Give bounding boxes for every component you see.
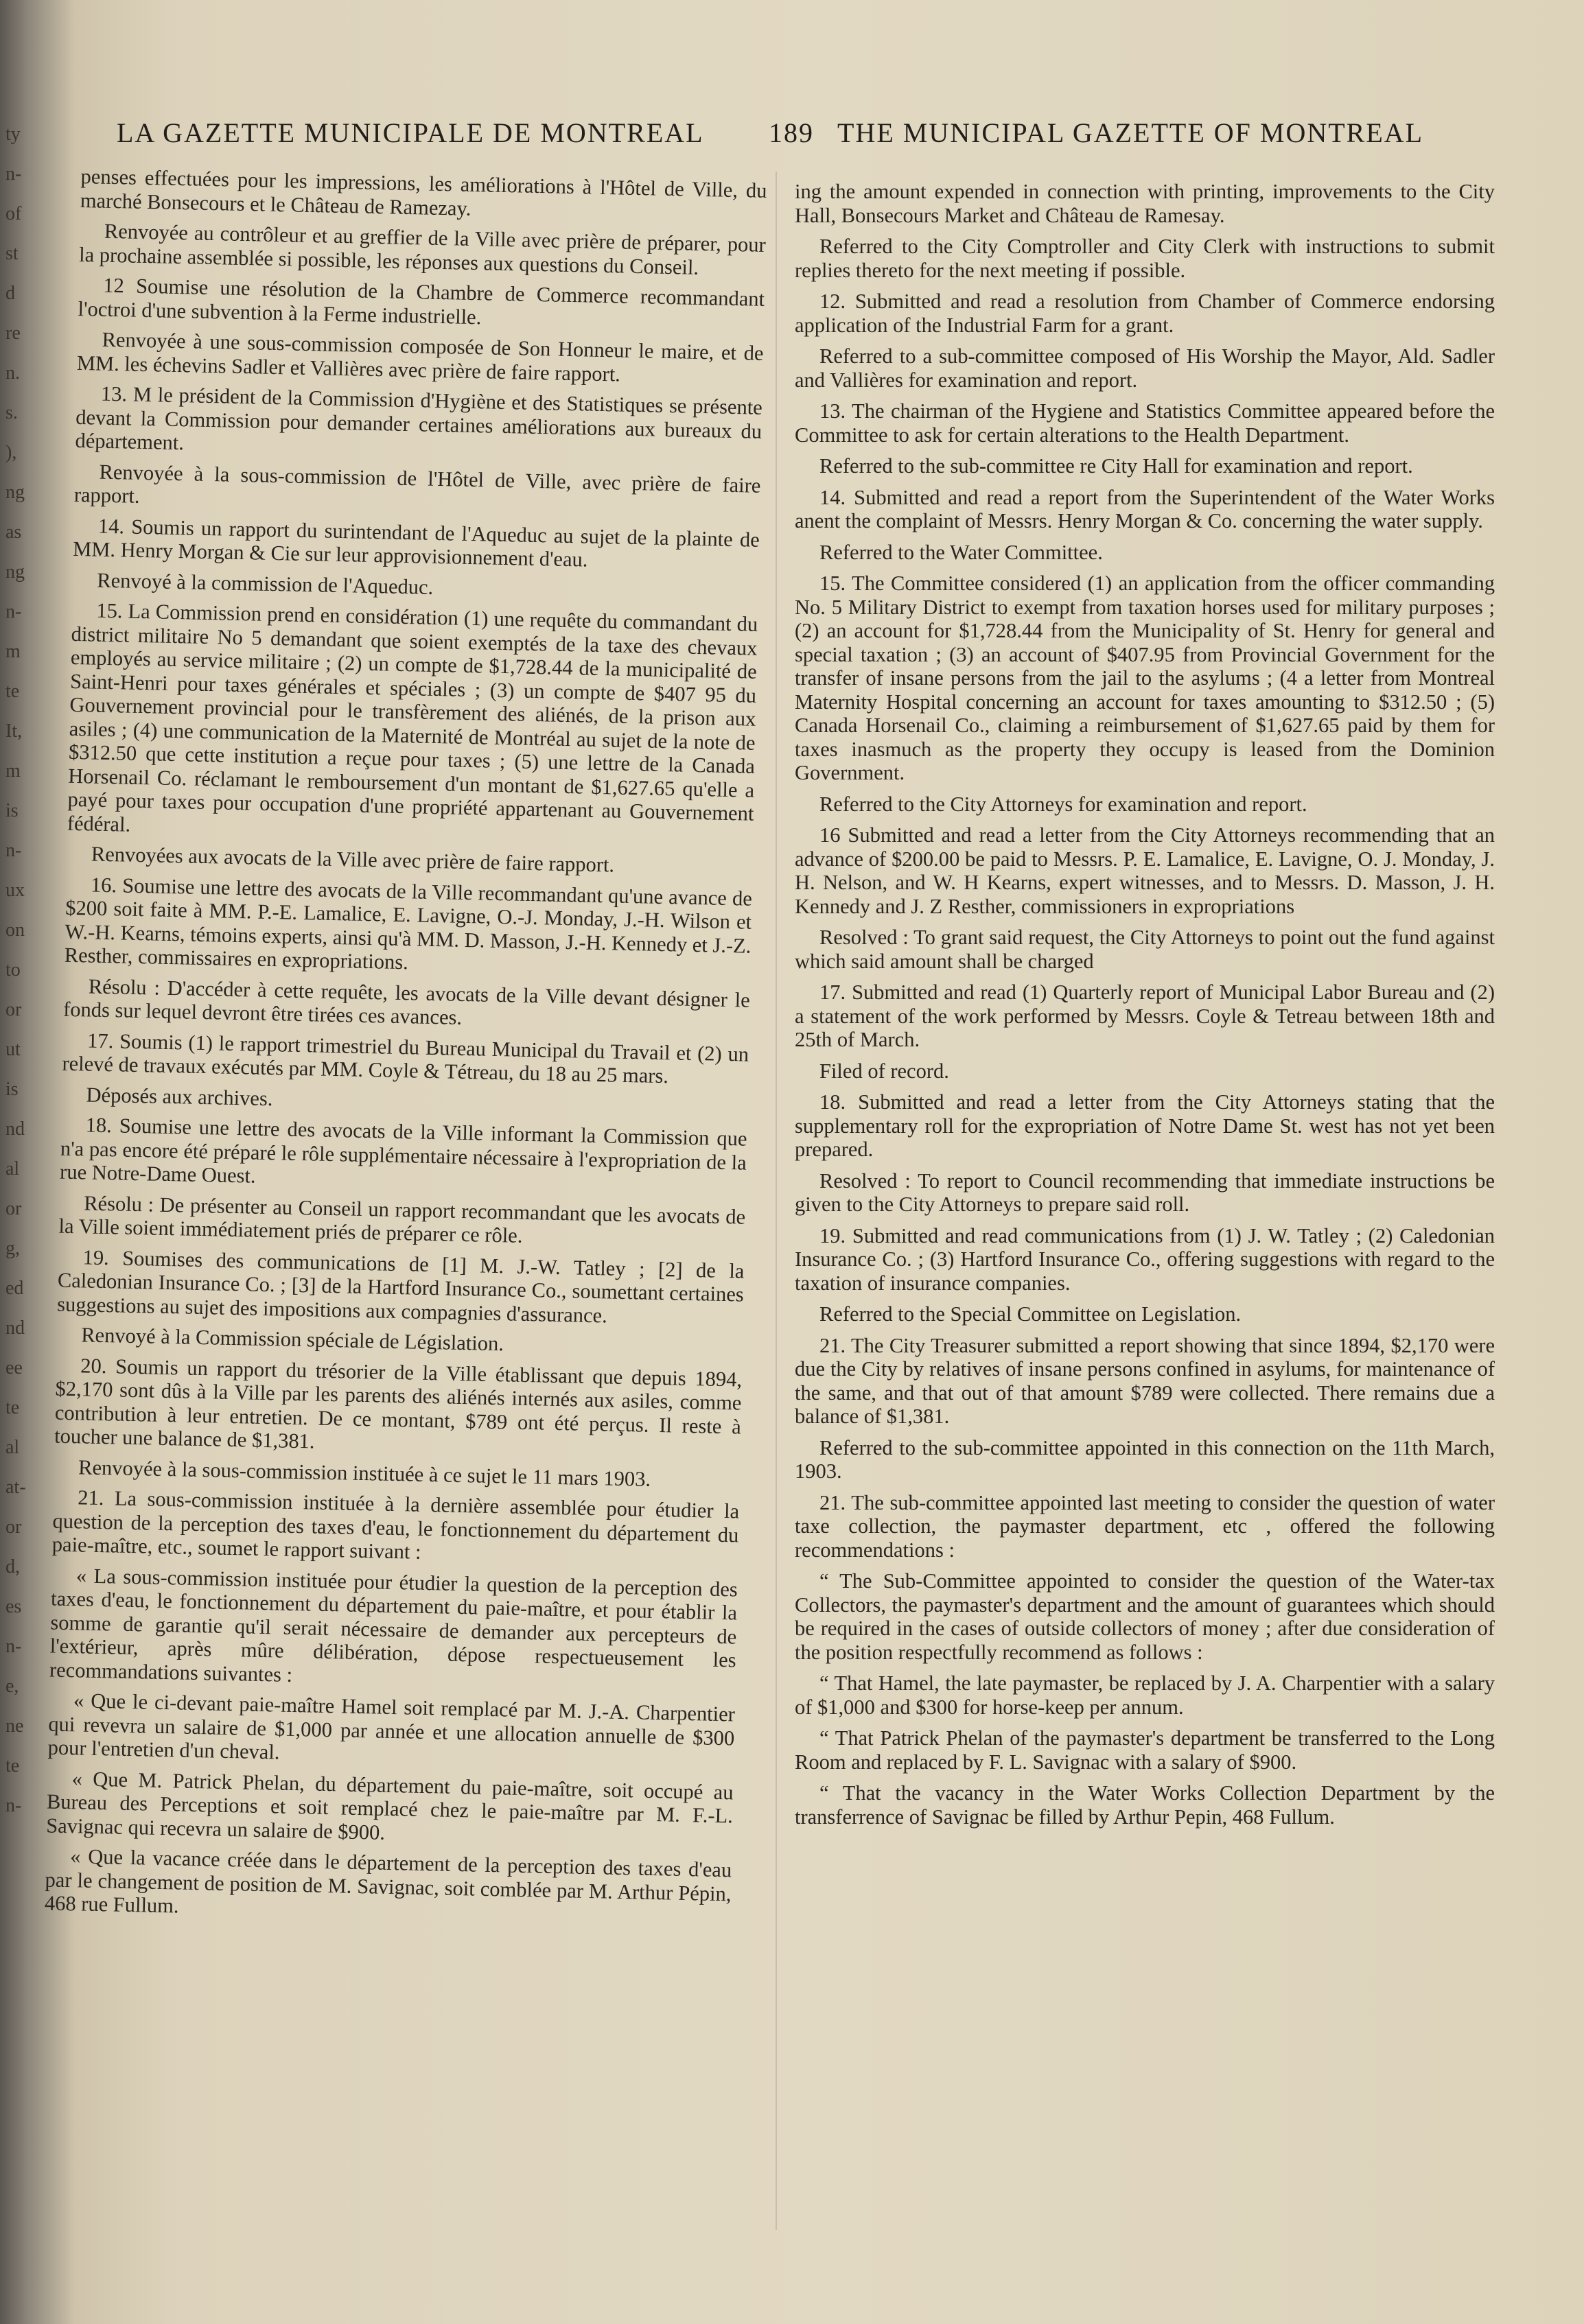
margin-fragment: m <box>5 641 21 662</box>
english-paragraph: 13. The chairman of the Hygiene and Statistics Committee appeared before the Committee to ask for certain alterations to the Health Department. <box>795 399 1495 447</box>
french-paragraph: « Que M. Patrick Phelan, du département du paie-maître, soit occupé au Bureau des Perceptions et soit remplacé chez le paie-maître par M. F.-L. Savignac qui recevra un salaire de $900. <box>45 1766 734 1844</box>
margin-fragment: on <box>5 919 25 941</box>
english-paragraph: 19. Submitted and read communications from (1) J. W. Tatley ; (2) Caledonian Insurance Co. ; (3) Hartford Insurance Co., offering suggestions with regard to the taxation of insurance companies. <box>795 1223 1495 1295</box>
margin-fragment: n. <box>5 362 20 384</box>
column-divider <box>776 172 777 2230</box>
french-paragraph: Renvoyée à la sous-commission instituée à ce sujet le 11 mars 1903. <box>78 1455 651 1491</box>
english-paragraph: 12. Submitted and read a resolution from Chamber of Commerce endorsing application of the Industrial Farm for a grant. <box>795 290 1495 337</box>
english-column <box>795 180 1495 2259</box>
margin-fragment: is <box>5 800 19 821</box>
english-paragraph: 18. Submitted and read a letter from the City Attorneys stating that the supplementary roll for the expropriation of Notre Dame St. west has not yet been prepared. <box>795 1090 1495 1161</box>
margin-fragments <box>5 124 33 1839</box>
english-paragraph: 17. Submitted and read (1) Quarterly report of Municipal Labor Bureau and (2) a statement of the work performed by Messrs. Coyle & Tetreau between 18th and 25th of March. <box>795 981 1495 1051</box>
french-paragraph: 20. Soumis un rapport du trésorier de la Ville établissant que depuis 1894, $2,170 sont dûs à la Ville par les parents des aliénés internés aux asiles, comme contribution à leur entretien. De ce montant, $789 ont été perçus. Il reste à toucher une balance de $1,381. <box>54 1353 743 1453</box>
french-paragraph: Résolu : D'accéder à cette requête, les avocats de la Ville devant désigner le fonds sur lequel devront être tirées ces avances. <box>62 974 751 1029</box>
margin-fragment: ), <box>5 442 17 463</box>
margin-fragment: ee <box>5 1357 23 1378</box>
margin-fragment: al <box>5 1158 20 1179</box>
margin-fragment: n- <box>5 1636 22 1657</box>
margin-fragment: e, <box>5 1676 19 1697</box>
english-paragraph: ing the amount expended in connection with printing, improvements to the City Hall, Bonsecours Market and Château de Ramesay. <box>795 180 1495 227</box>
margin-fragment: ed <box>5 1278 24 1299</box>
english-paragraph: Resolved : To grant said request, the City Attorneys to point out the fund against which said amount shall be charged <box>795 926 1495 973</box>
margin-fragment: ut <box>5 1039 21 1060</box>
french-paragraph: 12 Soumise une résolution de la Chambre de Commerce recommandant l'octroi d'une subvention à la Ferme industrielle. <box>78 273 765 329</box>
french-paragraph: Renvoyée au contrôleur et au greffier de la Ville avec prière de préparer, pour la prochaine assemblée si possible, les réponses aux questions du Conseil. <box>78 219 767 279</box>
margin-fragment: n- <box>5 840 22 861</box>
english-title: THE MUNICIPAL GAZETTE OF MONTREAL <box>837 117 1424 148</box>
french-paragraph: 16. Soumise une lettre des avocats de la Ville recommandant qu'une avance de $200 soit faite à MM. P.-E. Lamalice, E. Lavigne, O.-J. Monday, J.-H. Wilson et W.-H. Kearns, témoins experts, ainsi qu'à MM. D. Masson, J.-H. Kennedy et J.-Z. Resther, commissaires en expropriations. <box>64 873 753 974</box>
margin-fragment: of <box>5 203 22 224</box>
margin-fragment: nd <box>5 1317 25 1339</box>
margin-fragment: ne <box>5 1715 24 1737</box>
margin-fragment: d, <box>5 1556 20 1577</box>
margin-fragment: te <box>5 681 20 702</box>
french-paragraph: « Que le ci-devant paie-maître Hamel soit remplacé par M. J.-A. Charpentier qui revevra un salaire de $1,000 par année et une allocation annuelle de $300 pour l'entretien d'un cheval. <box>47 1689 736 1764</box>
page-header <box>89 117 1496 165</box>
margin-fragment: at- <box>5 1477 26 1498</box>
english-paragraph: Resolved : To report to Council recommending that immediate instructions be given to the City Attorneys to prepare said roll. <box>795 1169 1495 1216</box>
french-paragraph: Renvoyée à une sous-commission composée de Son Honneur le maire, et de MM. les échevins Sadler et Vallières avec prière de faire rapport. <box>76 327 764 386</box>
margin-fragment: n- <box>5 1795 22 1816</box>
margin-fragment: as <box>5 521 22 543</box>
margin-fragment: It, <box>5 720 23 742</box>
margin-fragment: ux <box>5 880 25 901</box>
margin-fragment: or <box>5 999 22 1020</box>
margin-fragment: s. <box>5 402 18 423</box>
english-paragraph: 21. The sub-committee appointed last meeting to consider the question of water taxe collection, the paymaster department, etc , offered the following recommendations : <box>795 1490 1495 1562</box>
margin-fragment: or <box>5 1516 22 1538</box>
english-paragraph: Referred to the City Attorneys for examination and report. <box>819 792 1307 816</box>
english-paragraph: Referred to the Water Committee. <box>819 540 1103 564</box>
english-paragraph: Referred to a sub-committee composed of His Worship the Mayor, Ald. Sadler and Vallières for examination and report. <box>795 344 1495 392</box>
margin-fragment: re <box>5 322 21 344</box>
french-paragraph: 13. M le président de la Commission d'Hygiène et des Statistiques se présente devant la Commission pour demander certaines améliorations aux bureaux du département. <box>75 382 763 455</box>
margin-fragment: n- <box>5 601 22 622</box>
french-title: LA GAZETTE MUNICIPALE DE MONTREAL <box>117 117 704 148</box>
margin-fragment: te <box>5 1397 20 1418</box>
english-paragraph: “ That the vacancy in the Water Works Collection Department by the transferrence of Savignac be filled by Arthur Pepin, 468 Fullum. <box>795 1781 1495 1829</box>
margin-fragment: nd <box>5 1118 25 1140</box>
french-paragraph: Déposés aux archives. <box>86 1082 273 1110</box>
french-paragraph: « La sous-commission instituée pour étudier la question de la perception des taxes d'eau, le fonctionnement du département du paie-maître, et pour établir la somme de garantie qu'il serait nécessaire de demander aux percepteurs de l'extérieur, après mûre délibération, dépose respectueusement les recommandations suivantes : <box>49 1563 738 1687</box>
margin-fragment: or <box>5 1198 22 1219</box>
margin-fragment: es <box>5 1596 22 1617</box>
french-paragraph: Résolu : De présenter au Conseil un rapport recommandant que les avocats de la Ville soient immédiatement priés de préparer ce rôle. <box>58 1190 746 1247</box>
margin-fragment: is <box>5 1079 19 1100</box>
french-column <box>38 165 767 2257</box>
french-paragraph: Renvoyé à la Commission spéciale de Législation. <box>80 1323 504 1356</box>
margin-fragment: to <box>5 959 21 981</box>
english-paragraph: Referred to the sub-committee re City Hall for examination and report. <box>819 454 1413 478</box>
english-paragraph: “ That Patrick Phelan of the paymaster's department be transferred to the Long Room and replaced by F. L. Savignac with a salary of $900. <box>795 1726 1495 1774</box>
french-paragraph: Renvoyé à la commission de l'Aqueduc. <box>96 568 434 599</box>
english-paragraph: 15. The Committee considered (1) an application from the officer commanding No. 5 Military District to exempt from taxation horses used for military purposes ; (2) an account for $1,728.44 from the Municipality of St. Henry for general and special taxation ; (3) an account of $407.95 from Provincial Government for the transfer of insane persons from the jail to the asylums ; (4 a letter from Montreal Maternity Hospital concerning an account for taxes amounting to $312.50 ; (5) Canada Horsenail Co., claiming a reimbursement of $1,627.65 paid by them for taxes inasmuch as the property they occupy is leased from the Dominion Government. <box>795 572 1495 784</box>
french-paragraph: 18. Soumise une lettre des avocats de la Ville informant la Commission que n'a pas encore été préparé le rôle supplémentaire nécessaire à l'expropriation de la rue Notre-Dame Ouest. <box>59 1113 747 1188</box>
french-paragraph: 14. Soumis un rapport du surintendant de l'Aqueduc au sujet de la plainte de MM. Henry Morgan & Cie sur leur approvisionnement d'eau. <box>72 514 760 572</box>
french-paragraph: « Que la vacance créée dans le département de la perception des taxes d'eau par le changement de position de M. Savignac, soit comblée par M. Arthur Pépin, 468 rue Fullum. <box>44 1844 732 1918</box>
english-paragraph: Referred to the sub-committee appointed in this connection on the 11th March, 1903. <box>795 1435 1495 1483</box>
english-paragraph: 14. Submitted and read a report from the Superintendent of the Water Works anent the complaint of Messrs. Henry Morgan & Co. concerning the water supply. <box>795 485 1495 532</box>
english-paragraph: 16 Submitted and read a letter from the City Attorneys recommending that an advance of $200.00 be paid to Messrs. P. E. Lamalice, E. Lavigne, O. J. Monday, J. H. Nelson, and W. H Kearns, expert witnesses, and to Messrs. D. Masson, J. H. Kennedy and J. Z Resther, commissioners in expropriations <box>795 823 1495 918</box>
margin-fragment: st <box>5 243 19 264</box>
french-paragraph: Renvoyée à la sous-commission de l'Hôtel de Ville, avec prière de faire rapport. <box>73 460 761 508</box>
page-number: 189 <box>769 117 814 148</box>
french-paragraph: 17. Soumis (1) le rapport trimestriel du Bureau Municipal du Travail et (2) un relevé de travaux exécutés par MM. Coyle & Tétreau, du 18 au 25 mars. <box>62 1028 749 1088</box>
margin-fragment: m <box>5 760 21 782</box>
french-paragraph: 15. La Commission prend en considération (1) une requête du commandant du district militaire No 5 demandant que soient exemptés de la taxe des chevaux employés au service militaire ; (2) un compte de $1,728.44 de la municipalité de Saint-Henri pour taxes générales et spéciales ; (3) un compte de $407 95 du Gouvernement provincial pour le transfèrement des aliénés, de la prison aux asiles ; (4) une communication de la Maternité de Montréal au sujet de la note de $312.50 que cette institution a reçue pour taxes ; (5) une lettre de la Canada Horsenail Co. réclamant le remboursement d'un montant de $1,627.65 qu'elle a payé pour taxes pour occupation d'une propriété appartenant au Gouvernement fédéral. <box>67 598 758 836</box>
english-paragraph: Referred to the Special Committee on Legislation. <box>819 1302 1242 1326</box>
margin-fragment: ty <box>5 124 21 145</box>
french-paragraph: 19. Soumises des communications de [1] M. J.-W. Tatley ; [2] de la Caledonian Insurance Co. ; [3] de la Hartford Insurance Co., soumettant certaines suggestions au sujet des impositions aux compagnies d'assurance. <box>56 1245 745 1327</box>
margin-fragment: n- <box>5 163 22 185</box>
english-paragraph: “ The Sub-Committee appointed to consider the question of the Water-tax Collectors, the paymaster's department and the amount of guarantees which should be required in the cases of outside collectors of money ; after due consideration of the position respectfully recommend as follows : <box>795 1569 1495 1664</box>
french-paragraph: 21. La sous-commission instituée à la dernière assemblée pour étudier la question de la perception des taxes d'eau, le fonctionnement du département du paie-maître, etc., soumet le rapport suivant : <box>51 1486 740 1564</box>
french-paragraph: Renvoyées aux avocats de la Ville avec prière de faire rapport. <box>91 842 615 877</box>
english-paragraph: Filed of record. <box>819 1059 949 1083</box>
margin-fragment: d <box>5 283 15 304</box>
english-paragraph: 21. The City Treasurer submitted a report showing that since 1894, $2,170 were due the City by relatives of insane persons confined in asylums, for maintenance of the same, and that out of that amount $789 were collected. There remains due a balance of $1,381. <box>795 1333 1495 1428</box>
french-paragraph: penses effectuées pour les impressions, les améliorations à l'Hôtel de Ville, du marché Bonsecours et le Château de Ramezay. <box>80 165 767 220</box>
margin-fragment: ng <box>5 561 25 583</box>
margin-fragment: ng <box>5 482 25 503</box>
margin-fragment: g, <box>5 1238 20 1259</box>
english-paragraph: “ That Hamel, the late paymaster, be replaced by J. A. Charpentier with a salary of $1,000 and $300 for horse-keep per annum. <box>795 1671 1495 1719</box>
margin-fragment: al <box>5 1437 20 1458</box>
margin-fragment: te <box>5 1755 20 1776</box>
english-paragraph: Referred to the City Comptroller and City Clerk with instructions to submit replies thereto for the next meeting if possible. <box>795 235 1495 282</box>
